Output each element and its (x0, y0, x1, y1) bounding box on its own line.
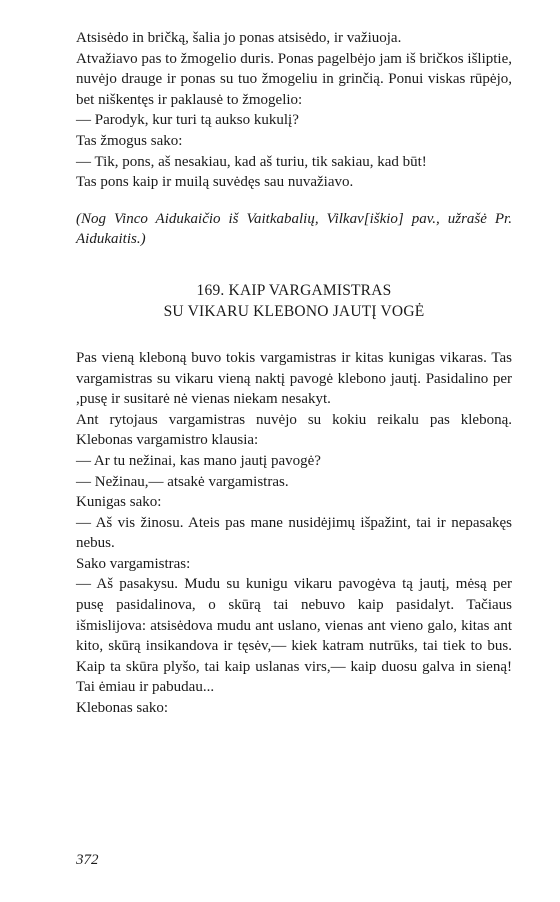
page-body (76, 28, 512, 719)
story-heading (76, 280, 512, 322)
paragraph: Kunigas sako: (76, 494, 162, 511)
paragraph: — Parodyk, kur turi tą aukso kukulį? (76, 112, 299, 129)
paragraph: Atsisėdo in bričką, šalia jo ponas atsisėdo, ir važiuoja. (76, 30, 402, 46)
paragraph: — Tik, pons, aš nesakiau, kad aš turiu, tik sakiau, kad būt! (76, 153, 427, 170)
paragraph: Atvažiavo pas to žmogelio duris. Ponas pagelbėjo jam iš bričkos išliptie, nuvėjo drauge ir ponas su tuo žmogeliu in grinčią. Ponui viskas rūpėjo, bet niškentęs ir paklausė to žmogelio: (76, 50, 512, 108)
heading-line-2: SU VIKARU KLEBONO JAUTĮ VOGĖ (163, 302, 425, 320)
page-number: 372 (76, 852, 99, 868)
top-text (76, 28, 512, 193)
paragraph: — Aš pasakysu. Mudu su kunigu vikaru pavogėva tą jautį, mėsą per pusę pasidalinova, o skūrą tai nebuvo kaip pasidalyt. Tačiaus išmislijova: atsisėdova mudu ant uslano, vienas ant vieno galo, kitas ant kito, skūrą insikandova ir tęsėv,— kiek katram nutrūks, tai tiek to bus. Kaip ta skūra plyšo, tai kaip uslanas virs,— kaip duosu galva in sieną! Tai ėmiau ir pabudau... (76, 576, 512, 696)
story-text (76, 348, 512, 719)
paragraph: Pas vieną kleboną buvo tokis vargamistras ir kitas kunigas vikaras. Tas vargamistras su vikaru vieną naktį pavogė klebono jautį. Pasidalino per ,pusę ir susitarė nė vienas niekam nesakyt. (76, 349, 512, 408)
paragraph: — Aš vis žinosu. Ateis pas mane nusidėjimų išpažint, tai ir nepasakęs nebus. (76, 514, 512, 552)
paragraph: — Nežinau,— atsakė vargamistras. (76, 473, 289, 490)
paragraph: Klebonas sako: (76, 700, 169, 717)
heading-line-1: 169. KAIP VARGAMISTRAS (196, 281, 392, 299)
source-note: (Nog Vinco Aidukaičio iš Vaitkabalių, Vilkav[iškio] pav., užrašė Pr. Aidukaitis.) (76, 210, 512, 248)
paragraph: Tas pons kaip ir muilą suvėdęs sau nuvažiavo. (76, 174, 354, 191)
paragraph: Ant rytojaus vargamistras nuvėjo su kokiu reikalu pas kleboną. Klebonas vargamistro klausia: (76, 411, 512, 449)
paragraph: Sako vargamistras: (76, 555, 191, 572)
paragraph: Tas žmogus sako: (76, 132, 183, 149)
paragraph: — Ar tu nežinai, kas mano jautį pavogė? (76, 452, 321, 469)
